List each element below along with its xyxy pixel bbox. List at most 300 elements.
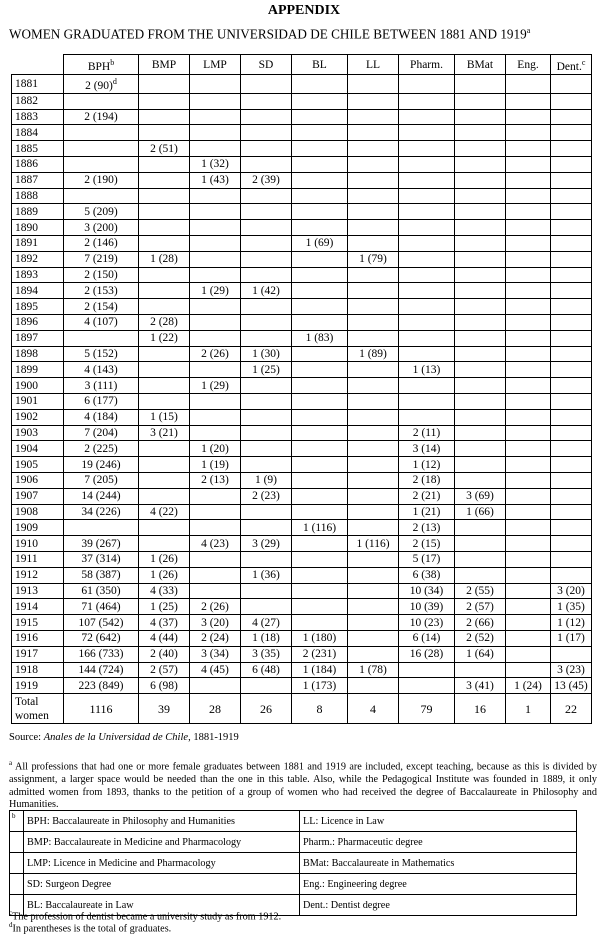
table-cell (139, 251, 190, 267)
table-row (12, 330, 592, 346)
table-cell (348, 615, 399, 631)
table-cell (64, 125, 139, 141)
table-row (12, 283, 592, 299)
table-cell (551, 251, 592, 267)
column-header-label: Dent. (556, 60, 582, 73)
cell-value: 5 (152) (84, 347, 118, 360)
table-cell (399, 346, 455, 362)
cell-value: 1 (83) (305, 332, 334, 345)
table-cell (190, 409, 241, 425)
table-cell (399, 314, 455, 330)
table-cell (292, 314, 348, 330)
footnote-a-text: All professions that had one or more female graduates between 1881 and 1919 are included, except teaching, because as this is divided by assignment, a larger space would be needed than the one in this table. Also, while the Pedagogical Institute was founded in 1889, it only admitted women from 1893, thanks to the petition of a group of women who had received the degree of Baccalaureate in Philosophy and Humanities. (9, 761, 597, 811)
year-cell: 1886 (12, 157, 64, 173)
table-cell (64, 457, 139, 473)
table-cell (551, 646, 592, 662)
table-cell (292, 630, 348, 646)
cell-value: 1 (20) (201, 442, 229, 455)
table-cell (348, 204, 399, 220)
cell-value: 4 (107) (84, 316, 118, 329)
table-header-row (12, 55, 592, 75)
table-cell (399, 109, 455, 125)
cell-value: 7 (205) (84, 474, 118, 487)
table-cell (399, 567, 455, 583)
table-cell (455, 236, 506, 252)
cell-value: 2 (51) (150, 142, 178, 155)
table-cell (190, 678, 241, 694)
legend-entry: BMat: Baccalaureate in Mathematics (300, 853, 577, 874)
table-cell (64, 330, 139, 346)
cell-value: 1 (79) (359, 253, 387, 266)
column-header (348, 55, 399, 75)
table-cell (292, 299, 348, 315)
table-cell (139, 551, 190, 567)
table-cell (241, 567, 292, 583)
table-cell (292, 551, 348, 567)
cell-value: 107 (542) (78, 616, 124, 629)
table-cell (506, 330, 551, 346)
table-cell (139, 472, 190, 488)
table-cell (399, 457, 455, 473)
table-cell (551, 378, 592, 394)
table-row (12, 472, 592, 488)
table-cell (506, 378, 551, 394)
column-header (64, 55, 139, 75)
total-cell: 16 (455, 694, 506, 724)
table-cell (64, 678, 139, 694)
table-cell (455, 393, 506, 409)
cell-value: 6 (48) (252, 663, 280, 676)
table-cell (455, 378, 506, 394)
table-cell (506, 220, 551, 236)
table-cell (190, 425, 241, 441)
table-row (12, 362, 592, 378)
table-cell (241, 646, 292, 662)
table-cell (190, 615, 241, 631)
cell-value: 1 (15) (150, 411, 178, 424)
cell-value: 3 (20) (557, 584, 585, 597)
table-cell (190, 236, 241, 252)
table-cell (551, 172, 592, 188)
table-cell (348, 283, 399, 299)
total-label-line1: Total (15, 695, 39, 708)
cell-value: 1 (30) (252, 347, 280, 360)
table-cell (551, 93, 592, 109)
table-cell (551, 662, 592, 678)
table-row (12, 441, 592, 457)
table-cell (551, 678, 592, 694)
cell-value: 3 (111) (84, 379, 118, 392)
total-label (12, 694, 64, 724)
table-cell (455, 283, 506, 299)
total-row (12, 694, 592, 724)
total-cell: 4 (348, 694, 399, 724)
table-cell (139, 93, 190, 109)
year-cell: 1912 (12, 567, 64, 583)
table-cell (241, 551, 292, 567)
table-cell (190, 75, 241, 94)
cell-value: 2 (24) (201, 632, 229, 645)
cell-value: 5 (17) (412, 553, 441, 566)
cell-value: 1 (116) (356, 537, 390, 550)
table-cell (139, 599, 190, 615)
table-cell (399, 267, 455, 283)
table-cell (551, 520, 592, 536)
cell-value: 2 (154) (84, 300, 118, 313)
table-cell (241, 188, 292, 204)
table-cell (241, 678, 292, 694)
table-cell (64, 251, 139, 267)
cell-value: 3 (21) (150, 426, 178, 439)
year-cell: 1911 (12, 551, 64, 567)
table-cell (348, 662, 399, 678)
table-cell (292, 141, 348, 157)
table-cell (506, 409, 551, 425)
table-cell (399, 236, 455, 252)
table-row (12, 678, 592, 694)
table-cell (190, 378, 241, 394)
table-cell (399, 141, 455, 157)
cell-value: 2 (13) (412, 521, 441, 534)
table-cell (348, 441, 399, 457)
table-cell (506, 646, 551, 662)
table-cell (399, 330, 455, 346)
table-row (12, 314, 592, 330)
table-cell (455, 330, 506, 346)
table-cell (455, 141, 506, 157)
table-cell (399, 536, 455, 552)
table-row (12, 378, 592, 394)
table-cell (348, 299, 399, 315)
table-cell (348, 378, 399, 394)
table-cell (399, 393, 455, 409)
year-cell: 1901 (12, 393, 64, 409)
cell-value: 1 (19) (201, 458, 229, 471)
table-title-text: WOMEN GRADUATED FROM THE UNIVERSIDAD DE CHILE BETWEEN 1881 AND 1919 (9, 26, 527, 42)
table-cell (241, 93, 292, 109)
table-row (12, 567, 592, 583)
table-cell (64, 172, 139, 188)
cell-value: 10 (23) (409, 616, 444, 629)
source-note (9, 732, 239, 743)
year-cell: 1893 (12, 267, 64, 283)
total-cell: 39 (139, 694, 190, 724)
table-cell (190, 346, 241, 362)
table-cell (139, 346, 190, 362)
table-cell (399, 125, 455, 141)
cell-value: 7 (219) (84, 253, 118, 266)
table-cell (399, 204, 455, 220)
table-cell (139, 630, 190, 646)
table-cell (190, 141, 241, 157)
table-cell (551, 567, 592, 583)
cell-value: 2 (11) (412, 426, 441, 439)
table-cell (506, 551, 551, 567)
cell-value: 2 (39) (252, 174, 280, 187)
cell-value: 2 (13) (201, 474, 229, 487)
table-cell (292, 362, 348, 378)
table-cell (455, 204, 506, 220)
table-cell (551, 346, 592, 362)
table-cell (292, 567, 348, 583)
table-cell (348, 314, 399, 330)
cell-value: 1 (9) (254, 474, 278, 487)
table-cell (64, 378, 139, 394)
table-cell (506, 75, 551, 94)
table-cell (139, 299, 190, 315)
table-cell (348, 330, 399, 346)
table-cell (64, 75, 139, 94)
table-cell (292, 236, 348, 252)
table-cell (506, 362, 551, 378)
table-cell (455, 457, 506, 473)
cell-value: 1 (25) (252, 363, 280, 376)
table-cell (348, 109, 399, 125)
legend-entry: Dent.: Dentist degree (300, 895, 577, 916)
table-cell (506, 393, 551, 409)
year-cell: 1889 (12, 204, 64, 220)
table-cell (241, 283, 292, 299)
cell-value: 10 (34) (409, 584, 444, 597)
table-cell (64, 615, 139, 631)
table-cell (348, 75, 399, 94)
cell-value: 1 (12) (412, 458, 441, 471)
cell-footnote-marker: d (112, 77, 117, 86)
table-cell (292, 504, 348, 520)
table-cell (348, 472, 399, 488)
table-cell (551, 188, 592, 204)
table-cell (139, 393, 190, 409)
table-cell (64, 441, 139, 457)
table-cell (551, 330, 592, 346)
table-cell (506, 141, 551, 157)
table-cell (139, 172, 190, 188)
table-cell (455, 630, 506, 646)
table-cell (455, 441, 506, 457)
table-cell (551, 504, 592, 520)
table-cell (551, 536, 592, 552)
table-cell (506, 188, 551, 204)
table-cell (551, 551, 592, 567)
cell-value: 3 (41) (466, 679, 494, 692)
legend-row (10, 832, 577, 853)
year-cell: 1887 (12, 172, 64, 188)
table-cell (139, 583, 190, 599)
table-cell (506, 536, 551, 552)
table-cell (551, 409, 592, 425)
column-header (455, 55, 506, 75)
year-cell: 1894 (12, 283, 64, 299)
table-cell (241, 536, 292, 552)
cell-value: 1 (22) (150, 332, 178, 345)
table-cell (506, 267, 551, 283)
column-header-label: BMat (466, 58, 494, 71)
cell-value: 4 (45) (201, 663, 229, 676)
cell-value: 4 (184) (84, 411, 118, 424)
table-cell (292, 330, 348, 346)
cell-value: 166 (733) (78, 648, 124, 661)
cell-value: 3 (69) (466, 490, 494, 503)
total-label-line2: women (15, 709, 49, 722)
table-cell (348, 251, 399, 267)
table-cell (399, 93, 455, 109)
table-cell (506, 520, 551, 536)
table-cell (399, 157, 455, 173)
table-cell (506, 346, 551, 362)
column-header-label: BL (312, 58, 327, 71)
table-cell (139, 536, 190, 552)
table-cell (455, 157, 506, 173)
table-row (12, 125, 592, 141)
table-cell (506, 599, 551, 615)
table-cell (348, 536, 399, 552)
table-cell (348, 504, 399, 520)
table-cell (506, 488, 551, 504)
table-cell (64, 567, 139, 583)
cell-value: 2 (66) (466, 616, 494, 629)
year-cell: 1895 (12, 299, 64, 315)
table-row (12, 299, 592, 315)
column-header-footnote-marker: b (110, 57, 115, 67)
table-cell (64, 488, 139, 504)
table-cell (348, 425, 399, 441)
table-row (12, 188, 592, 204)
table-cell (64, 630, 139, 646)
table-cell (399, 188, 455, 204)
table-cell (399, 646, 455, 662)
column-header (241, 55, 292, 75)
cell-value: 4 (44) (150, 632, 178, 645)
table-cell (139, 567, 190, 583)
table-cell (506, 204, 551, 220)
table-cell (241, 630, 292, 646)
table-cell (348, 551, 399, 567)
table-cell (551, 125, 592, 141)
table-cell (190, 251, 241, 267)
table-cell (190, 457, 241, 473)
cell-value: 4 (33) (150, 584, 178, 597)
year-cell: 1903 (12, 425, 64, 441)
table-cell (348, 678, 399, 694)
table-row (12, 646, 592, 662)
cell-value: 6 (38) (412, 569, 441, 582)
table-cell (64, 520, 139, 536)
table-row (12, 662, 592, 678)
table-cell (455, 267, 506, 283)
year-cell: 1891 (12, 236, 64, 252)
footnote-d (9, 921, 171, 934)
table-cell (64, 346, 139, 362)
table-cell (292, 267, 348, 283)
table-cell (506, 236, 551, 252)
table-row (12, 409, 592, 425)
table-cell (348, 346, 399, 362)
source-title: Anales de la Universidad de Chile (43, 732, 189, 743)
table-row (12, 457, 592, 473)
table-cell (455, 220, 506, 236)
cell-value: 3 (20) (201, 616, 229, 629)
table-cell (241, 472, 292, 488)
total-cell: 1 (506, 694, 551, 724)
table-cell (64, 536, 139, 552)
table-cell (64, 662, 139, 678)
table-cell (506, 567, 551, 583)
table-cell (241, 441, 292, 457)
table-cell (139, 662, 190, 678)
legend-entry: BPH: Baccalaureate in Philosophy and Humanities (24, 811, 300, 832)
year-cell: 1919 (12, 678, 64, 694)
table-cell (292, 488, 348, 504)
table-row (12, 504, 592, 520)
table-cell (190, 504, 241, 520)
table-cell (241, 346, 292, 362)
table-cell (139, 267, 190, 283)
table-cell (139, 141, 190, 157)
table-cell (292, 646, 348, 662)
legend-entry: SD: Surgeon Degree (24, 874, 300, 895)
table-cell (348, 599, 399, 615)
legend-row (10, 811, 577, 832)
table-cell (292, 378, 348, 394)
legend-marker-cell (10, 853, 24, 874)
cell-value: 1 (17) (557, 632, 585, 645)
table-cell (139, 441, 190, 457)
table-cell (139, 109, 190, 125)
year-cell: 1882 (12, 93, 64, 109)
table-cell (348, 520, 399, 536)
cell-value: 223 (849) (78, 679, 124, 692)
table-cell (139, 409, 190, 425)
table-cell (551, 599, 592, 615)
cell-value: 1 (35) (557, 600, 585, 613)
table-cell (506, 662, 551, 678)
table-cell (455, 125, 506, 141)
table-cell (139, 678, 190, 694)
cell-value: 2 (15) (412, 537, 441, 550)
cell-value: 3 (14) (412, 442, 441, 455)
cell-value: 2 (231) (302, 648, 337, 661)
cell-value: 144 (724) (78, 663, 124, 676)
cell-value: 2 (194) (84, 111, 118, 124)
table-cell (241, 615, 292, 631)
cell-value: 1 (89) (359, 347, 387, 360)
table-cell (241, 425, 292, 441)
table-cell (399, 251, 455, 267)
table-cell (139, 330, 190, 346)
table-cell (506, 299, 551, 315)
cell-value: 2 (26) (201, 600, 229, 613)
table-cell (190, 599, 241, 615)
table-cell (139, 157, 190, 173)
table-cell (455, 599, 506, 615)
table-cell (64, 646, 139, 662)
table-cell (399, 520, 455, 536)
cell-value: 1 (25) (150, 600, 178, 613)
column-header-label: SD (258, 58, 274, 71)
table-cell (139, 314, 190, 330)
total-cell: 1116 (64, 694, 139, 724)
table-cell (399, 599, 455, 615)
cell-value: 3 (29) (252, 537, 280, 550)
cell-value: 6 (14) (412, 632, 441, 645)
table-cell (190, 172, 241, 188)
table-cell (455, 551, 506, 567)
table-cell (455, 583, 506, 599)
table-cell (292, 75, 348, 94)
table-cell (64, 314, 139, 330)
table-cell (241, 267, 292, 283)
table-cell (190, 314, 241, 330)
